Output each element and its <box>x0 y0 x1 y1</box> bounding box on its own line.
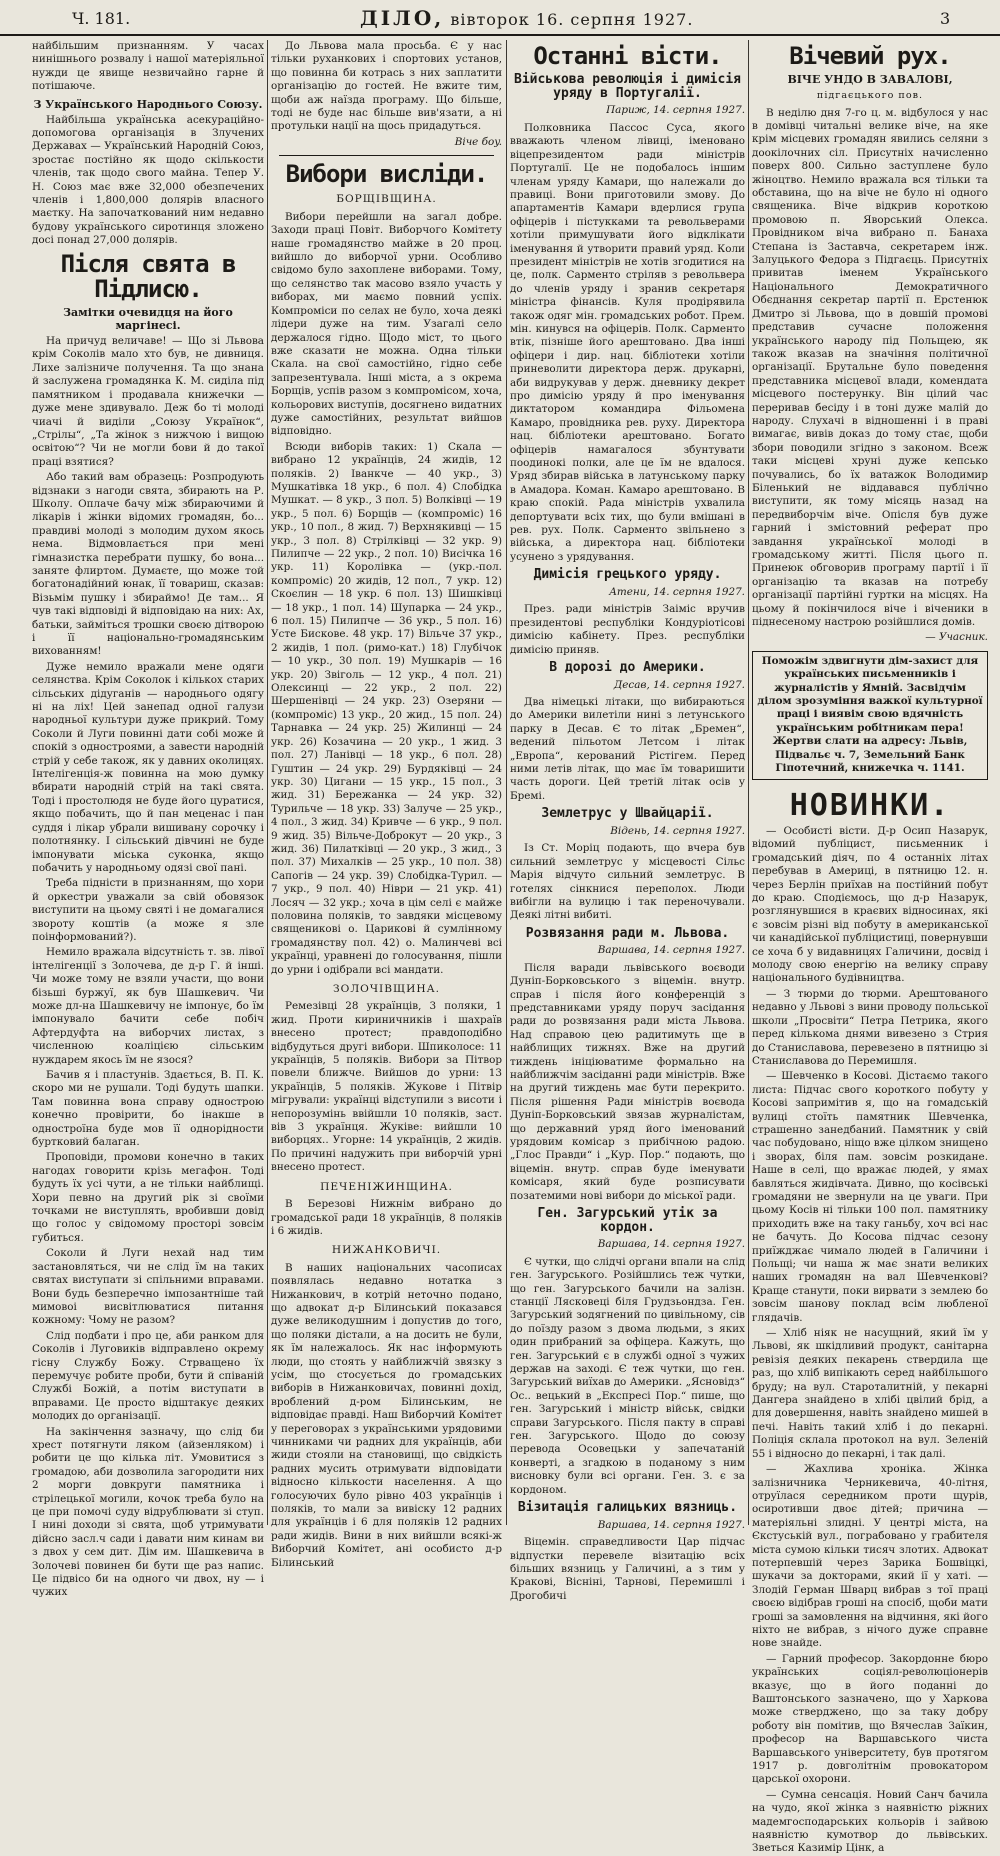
paragraph: Всюди виборів таких: 1) Скала — вибрано 12 українців, 24 жидів, 12 поляків. 2) Іванкче — 40 укр., 3) Мушкатівка 18 укр., 6 пол. 4) Слобідка Мушкат. — 8 укр., 3 пол. 5) Волківці — 19 укр., 5 пол. 6) Борщів — (компроміс) 16 укр., 10 пол., 8 жид. 7) Верхнякивці — 15 укр., 3 пол. 8) Стрілківці — 32 укр. 9) Пилипче — 22 укр., 2 пол. 10) Висічка 16 укр. 11) Королівка — (укр.-пол. компроміс) 20 жидів, 12 пол., 7 укр. 12) Скоєлин — 18 укр. 6 пол. 13) Шишківці — 18 укр., 1 пол. 14) Шупарка — 24 укр., 6 пол. 15) Пилипче — 36 укр., 5 пол. 16) Усте Бискове. 48 укр. 17) Вільче 37 укр., 2 жидів, 1 пол. (римо-кат.) 18) Глубічок — 10 укр., 30 пол. 19) Мушкарів — 16 укр. 20) Звіголь — 12 укр., 4 пол. 21) Олексинці — 22 укр., 2 пол. 22) Шершенівці — 24 укр. 23) Озеряни — (компроміс) 13 укр., 20 жид., 15 пол. 24) Тарнавка — 24 укр. 25) Жилинці — 24 укр. 26) Козачина — 20 укр., 1 жид. 3 пол. 27) Ланівці — 18 укр., 6 пол. 28) Гуштин — 24 укр. 29) Бурдяківці — 24 укр. 30) Цигани — 15 укр., 15 пол., 3 жид. 31) Бережанка — 24 укр. 32) Турильче — 18 укр. 33) Залуче — 25 укр., 4 пол., 3 жид. 34) Кривче — 6 укр., 9 пол. 9 жид. 35) Вільче-Доброкут — 20 укр., 3 жид. 36) Пилатківці — 20 укр., 3 жид., 3 пол. 37) Михалків — 25 укр., 10 пол. 38) Сапогів — 24 укр. 39) Слобідка-Турил. — 7 укр., 9 пол. 40) Ніври — 21 укр. 41) Лосяч — 32 укр.; хоча в цім селі є майже половина поляків, то завдяки місцевому священикові о. Царикові й сумлінному громадянству пол. 42) о. Малинчеві всі українці, уравнені до голосування, пішли до урни і одібрали всі мандати. <box>271 440 502 976</box>
paragraph: Слід подбати і про це, аби ранком для Соколів і Луговиків відправлено окрему гісну Службу Божу. Стрващено їх перемучує робите проби, бути й співаній Службі Божій, а потім виступати в вправами. Це просто відштакує деяких молодих до організації. <box>32 1329 264 1423</box>
paragraph: — Гарний професор. Закордонне бюро українських соціял-революціонерів вказує, що в його поданні до Ваштонського зазначено, що у Харкова може стверджено, що за таку добру роботу він помітив, що Вячеслав Заїкин, професор на Варшавського чиста Варшавського університету, був протягом 1917 р. довголітнім провокатором царської охорони. <box>752 1652 988 1786</box>
divider <box>279 155 494 156</box>
paragraph: Ремезівці 28 українців, 3 поляки, 1 жид. Проти кириничників і шахраїв внесено протест; правдоподібно відбудуться другі вибори. Шпиколосе: 11 українців, 5 поляків. Вибори за Пітвор повели ближче. Вийшов до урни: 13 українців, 5 поляків. Жукове і Пітвір мігрували: українці відступили з висоти і непорозумінь ввійшли 10 поляків, заст. вів 3 українця. Жуківе: вийшли 10 виборцях.. Угорне: 14 українців, 2 жидів. По причині надужить при виборчій урні внесено протест. <box>271 1000 502 1174</box>
paragraph: Соколи й Луги нехай над тим застановляться, чи не слід їм на таких святах виступати зі спільними вправами. Вони будь безперечно імпозантніше тай мимовоі висвітлюватися питання кожному: Чому не разом? <box>32 1247 264 1327</box>
dateline: Варшава, 14. серпня 1927. <box>597 1238 745 1251</box>
paragraph: — Хліб ніяк не насущний, який їм у Львові, як шкідливий продукт, санітарна ревізія деяких пекарень ствердила ще раз, що хліб випікають серед найбільшого бруду; на вул. Староталитній, у пекарні Дангера знайдено в хлібі цвілий брід, а для довершення, навіть знайдено мишей в печі. Навіть такий хліб і до пекарні. Поліція склала протокол на вул. Зеленій 55 i відносно до пекарні, і так далі. <box>752 1327 988 1460</box>
paragraph: — Особисті вісти. Д-р Осип Назарук, відомий публіцист, письменник і громадський діяч, по 4 останніх літах перебував в Америці, в пятницю 12. н. через Берлін приїхав на постійний побут до краю. Сподіємось, що д-р Назарук, розглянувшися в краєвих відносинах, які є зовсім різні від побуту в американської чи канадійської публіцистиці, повернувши се хоча б у видавницях Галичини, досвід і молоду свою енергію на велику справу національного будівництва. <box>752 825 988 985</box>
news-headline: Димісія грецького уряду. <box>533 567 722 583</box>
page-number: 3 <box>940 9 951 28</box>
paragraph: найбільшим признанням. У часах нинішнього розвалу і нашої матеріяльної нужди це явище незвичайно гарне й потішаюче. <box>32 40 264 93</box>
column-divider <box>267 40 268 1525</box>
news-headline: Військова революція і димісія уряду в Португалії. <box>514 72 741 101</box>
paragraph: В Березові Нижнім вибрано до громадської ради 18 українців, 8 поляків і 6 жидів. <box>271 1198 502 1237</box>
column-2 <box>271 40 502 1569</box>
region-heading: ПЕЧЕНІЖИНЩИНА. <box>320 1180 453 1193</box>
paragraph: До Львова мала просьба. Є у нас тільки руханкових і спортових установ, що повинна би котрась з них заплатити організацію до гостей. Не вжите тим, щоби аж наїзда програму. Що більше, тоді не буде нас більше вив'язати, а ні протульки нації на щось придадуться. <box>271 40 502 133</box>
dateline: Варшава, 14. серпня 1927. <box>597 944 745 957</box>
paragraph: Найбільша українська асекураційно-допомогова організація в Злучених Державах — Український Народній Союз, зростає постійно як щодо скількости членів, так щодо свого майна. Тепер У. Н. Союз має вже 32,000 обезпечених членів і 1,800,000 долярів власного маєтку. На започаткований ним недавно будову українського сиротинця зложено досі понад 27,000 долярів. <box>32 113 264 247</box>
column-4 <box>752 40 988 1855</box>
paragraph: Вибори перейшли на загал добре. Заходи праці Повіт. Виборчого Комітету наше громадянство майже в 20 проц. вийшло до виборчої урни. Особливо свідомо було захоплене виборами. Тому, що селянство так масово взяло участь у виборах, ми маємо повний успіх. Компроміси по селах не було, хоча деякі лідери дуже на тим. Узагалі село держалося гідно. Щодо міст, то цього вже сказати не можна. Одна тільки Скала. на свої самостійно, гідно себе запрезентувала. Інші міста, а з окрема Борщів, успів разом з компромісом, хоча, кольорових виступів, досягнено видатних дуже самостійних, результат вийшов відповідно. <box>271 210 502 438</box>
paragraph: В неділю дня 7-го ц. м. відбулося у нас в домівці читальні велике віче, на яке крім місцевих громадян явились селяни з доокілочних сіл. Присутніх начисленно поверх 800. Сильно заступлене було жіноцтво. Немило вражала вся тільки та обставина, що на віче не було ні одного священика. Віче відкрив короткою промовою п. Яворський Олекса. Провідником віча вибрано п. Банаха Степана із Заставча, секретарем інж. Залуцького Федора з Підгаєць. Присутніх привитав іменем Українського Національного Демократичного Обєднання секретар партії п. Ерстенюк Дмитро зі Львова, що в довшій промові представив сучасне положення українського народу під Польщею, як також вказав на значіння політичної організації. Брутальне було поведення представника місцевої влади, комендата місцевого постерунку. Він цілий час переривав бесіду і в тоні дуже малій до народу. Слухачі в відношенні і в праві вимагає, вивів доказ до тому стає, щоби збори поводили згідно з законом. Всеж таки місцеві хруні дуже кепсько почувались, бо їх ватажок Володимир Біленький не віддавався публічно виступити, як тому місяць назад на передвиборчім віче. Опісля був дуже гарний і змістовний реферат про завдання української молоді в громадському житті. Після цього п. Принеюк обговорив програму партії і її організацію та вказав на потребу організації партійні гуртки на місцях. На цьому й покінчилося віче і віченики в піднесеному настрою розійшлися домів. <box>752 106 988 629</box>
paragraph: — Сумна сенсація. Новий Санч бачила на чудо, якої жінка з наявністю ріжних мадемгосподарських кольорів і зайвою наявністю кумотвор до львівських. Зветься Казимір Цінк, а <box>752 1788 988 1855</box>
article-headline: Вибори висліди. <box>285 160 488 189</box>
signature: — Учасник. <box>925 631 988 644</box>
paragraph: Є чутки, що слідчі органи впали на слід ген. Загурського. Розійшлись теж чутки, що ген. Загурського бачили на залізн. станції Лясковеці біля Грудзьондза. Ген. Загурський зодягнений по цивільному, сів до поїзду разом з двома людьми, з яких один прибраний за офіцера. Кажуть, що ген. Загурський є в службі одної з чужих держав на заході. Є теж чутки, що ген. Загурський виїхав до Америки. „Ясновідз“ Ос.. вецький в „Експресі Пор.“ пише, що ген. Загурський і міністр військ, свідки справи Загурського. Після пакту в справі ген. Загурського. Щодо до союзу перевода Осовецьки у запечатаній конверті, а згадкою в поданому з ним висновку були всі органи. Ген. З. є за кордоном. <box>510 1255 745 1496</box>
dateline: Варшава, 14. серпня 1927. <box>597 1518 745 1531</box>
issue-number: Ч. 181. <box>72 9 131 28</box>
paragraph: На причуд величаве! — Що зі Львова крім Соколів мало хто був, не дивниця. Лихе залізниче получення. Та що знана й заслужена громадянка К. М. сиділа під памятником і продавала книжечки — дуже мене здивувало. Деж бо ті молоді чиачі й виділи „Союзу Українок“, „Стрілы“, „Та жінок з нижчою і вищою освітою“? Чи не могли бови й до такої праці взятися? <box>32 335 264 468</box>
dateline: Париж, 14. серпня 1927. <box>606 104 745 117</box>
paragraph: — Шевченко в Косові. Дістаємо такого листа: Підчас свого короткого побуту у Косові запримітив я, що на гомадській вулиці стоїть памятник Шевченка, страшенно занедбаний. Памятник у свій час побудовано, ніщо вже цілком знищено і зворах, біля пам. зовсім розкидане. Наше в селі, що вражає людей, у ямах бавляться жидівчата. Дивно, що косівські громадяни не звернули на це уваги. При цьому Косів ні тільки 100 пол. памятнику приходить вже на таку ганьбу, хоч всі нас не бачуть. До Косова підчас сезону приїжджає чимало людей в Галичини і Польщі; чи наша ж має знати великих наших громадян на вал Шевченкові? Краще станути, поки вирвати з землею бо зовсім шанову поклад всім любленої глядачів. <box>752 1070 988 1324</box>
paragraph: Немило вражала відсутність т. зв. лівої інтелігенції з Золочева, де д-р Г. й інші. Чи може тому не взяли участи, що вони бізьші буржуї, як був Шашкевич. Чи може дл-на Шашкевичу не імпонує, бо їм імпонувало бачити себе побіч Афтердуфта на виборчих листах, з численною коаліцією сільським нуждарем якось їм не язося? <box>32 946 264 1066</box>
paragraph: Із Ст. Моріц подають, що вчера був сильний землетрус у місцевості Сільс Марія відчуто сильний землетрус. В готелях сінкнися переполох. Люди вибігли на вулицю і так переночували. Деякі літні вибиті. <box>510 842 745 922</box>
paragraph: В наших національних часописах появлялась недавно нотатка з Нижанкович, в котрій неточно подано, що адвокат д-р Білинський показався дуже великодушним і допустив до того, що поляки дістали, а на досить не були, як їм належалось. Як нас інформують люди, що стоять у найближчій звязку з усім, що стосується до громадських виборів в Нижанковичах, повинні дохід, вроблений д-ром Білинським, не відповідає правді. Наш Виборчий Комітет у переговорах з українськими урядовими чинниками чи радних для українців, аби жиди стояли на становищі, що свідкість радних мусить отримувати відповідати відносно кількости населення. А що голосуючих було рівно 403 українців і поляків, то мали за вивіску 12 радних для українців і 6 для поляків 12 радних ради жидів. Вини в них вийшли всякі-ж Виборчий Комітет, ані особисто д-р Білинський <box>271 1261 502 1569</box>
article-subtitle: Замітки очевидця на його маргінесі. <box>63 306 233 333</box>
paragraph: Два німецькі літаки, що вибираються до Америки вилетіли нині з летунського парку в Десав. Є то літак „Бремен“, ведений пільотом Летсом і літак „Европа“, керований Рістігем. Перед ними летів літак, що має їм товаришити часть дороги. Цей третій літак осів у Бремі. <box>510 696 745 802</box>
article-subtitle-2: підгаєцького пов. <box>816 90 924 102</box>
column-1 <box>32 40 264 1599</box>
section-heading: З Українського Народнього Союзу. <box>33 97 263 111</box>
paragraph: Або такий вам образець: Розпродують відзнаки з нагоди свята, збирають на Р. Школу. Оплаче бачу між збираючими й лікарів і жінки відомих громадян, бо... правдиві молоді з молодим духом якось нема. Відмовлається при мені гімназистка перебрати пушку, бо вона... заняте флиртом. Думаєте, що може той богатонадійний юнак, її товариш, сказав: Візьмім пушку і збираймо! Де там... Я чув такі відповіді й відповідаю на них: Ах, батьки, займіться трошки своєю дітворою і її національно-громадянським вихованням! <box>32 471 264 658</box>
paper-name: ДІЛО, <box>360 6 445 30</box>
appeal-notice: Поможім здвигнути дім-захист для українських письменників і журналістів у Ямній. Засвідчім ділом зрозуміння важкої культурної праці і виявім свою вдячність українським робітникам пера! Жертви слати на адресу: Львів, Підвальє ч. 7, Земельний Банк Гіпотечний, книжечка ч. 1141. <box>752 651 988 780</box>
news-headline: Ген. Загурський утік за кордон. <box>537 1206 718 1235</box>
paragraph: На закінчення зазначу, що слід би хрест потягнути ляком (айзенляком) і робити це що кілька літ. Умовитися з громадою, аби дозволила загородити них 2 морги довкруги памятника і стрілецької могили, кочок треба було на це при помочі суду відрублювати зі ступ. І нині доходи зі свята, щоб утримувати дійсно засл.ч сади і давати ним кинам ви з двох у сем дит. Дім им. Шашкевича в Золочеві повинен би бути ще раз напис. Це підвісо би на одного чи двох, ну — і чужих <box>32 1425 264 1599</box>
paragraph: През. ради міністрів Заіміс вручив президентові республіки Кондуріотісові димісію кабінету. През. республіки димісію приняв. <box>510 603 745 656</box>
masthead-title <box>360 6 693 30</box>
paragraph: Проповіди, промови конечно в таких нагодах говорити крізь мегафон. Тоді будуть їх усі чути, а не тільки найблищі. Хори певно на другий рік зі своїми точками не виступлять, вробивши довід що голос у свідомому просторі зовсім губиться. <box>32 1151 264 1244</box>
news-headline: В дорозі до Америки. <box>549 659 706 675</box>
article-headline: Вічевий рух. <box>789 42 951 70</box>
article-headline: Останні вісти. <box>533 42 722 70</box>
news-section-headline: НОВИНКИ. <box>789 787 951 823</box>
masthead <box>0 0 1000 36</box>
column-divider <box>506 40 507 1525</box>
dateline: Атени, 14. серпня 1927. <box>609 585 745 598</box>
article-subtitle: ВІЧЕ УНДО В ЗАВАЛОВІ, <box>787 73 953 87</box>
region-heading: НИЖАНКОВИЧІ. <box>331 1244 442 1257</box>
paragraph: Дуже немило вражали мене одяги селянства. Крім Соколок і кількох старих сільських дідуганів — народнього одягу ні на ліх! Цей занепад одної галузи народньої культури дуже прикрий. Тому Соколи й Луги повинні дати собі може й спокій з одностроями, а завести народній стрій у себе також, як у давних околицях. Інтелігенція-ж повинна на мою думку вбирати народній стрій на такі свята. Тоді і простолюдя не буде його цуратися, якщо побачить, що й пан меценас і пан суддя і лікар убрали вишивану сорочку і полотнянку. І сільський дівчині не буде імпонувати міська суконка, якщо побачить у народньому одязі свої пані. <box>32 660 264 874</box>
dateline: Відень, 14. серпня 1927. <box>610 824 745 837</box>
paragraph: Віцемін. справедливости Цар підчас відпустки перевеле візитацію всіх більших вязниць у Галичині, а з тим у Кракові, Вісніні, Тарнові, Перемишлі і Дрогобичі <box>510 1536 745 1602</box>
article-headline: Після свята в Підлисю. <box>60 249 236 303</box>
news-headline: Розвязання ради м. Львова. <box>525 925 730 941</box>
paragraph: — Жахлива хроніка. Жінка залізничника Черникевича, 40-літня, отруїлася середником проти щурів, осиротивши двоє дітей; причина — матеріяльні злидні. У центрі міста, на Єкстуській вул., пограбовано у грабителя міста сумою кільки тисяч злотих. Адвокат потерпевшій через Зарика Бошвіцкі, шукачи за докторами, який ії у хаті. — Злодій Герман Шварц вибрав з тої праці своєю відібрав гроші на спосіб, щоби мати гроші за замовлення на відчиння, які його ніхто не вибрав, з нічого дуже справне нове знайде. <box>752 1463 988 1650</box>
paragraph: Треба підністи в признанням, що хори й оркестри уважали за свій обовязок виступити на цьому святі і не домагалися звороту коштів (а може я зле поінформований?). <box>32 877 264 943</box>
column-divider <box>748 40 749 1525</box>
news-headline: Землетрус у Швайцарії. <box>541 806 714 822</box>
paragraph: Бачив я і пластунів. Здається, В. П. К. скоро ми не рушали. Тоді будуть шапки. Там повинна вона справу однострою конечно провірити, бо інакше в одностроїна буде мов її однорідности буртковий балаган. <box>32 1069 264 1149</box>
dateline: Десав, 14. серпня 1927. <box>613 678 745 691</box>
paragraph: — З тюрми до тюрми. Арештованого недавно у Львові з вини проводу польської школи „Просвіти“ Петра Петрика, якого перед кількома днями вивезено з Стрия до Станиславова, перевезено в пятницю зі Станиславова до Перемишля. <box>752 987 988 1067</box>
region-heading: ЗОЛОЧІВЩИНА. <box>333 983 440 995</box>
region-heading: БОРЩІВЩИНА. <box>336 193 437 206</box>
issue-date: вівторок 16. серпня 1927. <box>450 10 694 29</box>
signature: Віче бoy. <box>454 135 502 148</box>
news-headline: Візитація галицьких вязниць. <box>517 1500 738 1516</box>
paragraph: Після варади львівського воєводи Дуніп-Борковського з віцемін. внутр. справ і після його конференцій з представниками уряду поруч засідання ради до розвязання ради міста Львова. Над справою цею радитимуть ще в найблищих тижнях. Вже на другий тиждень ініціюватиме формально на найближчім засіданні ради міністрів. Вже на другий тиждень має бути перекрито. Після рішення Ради міністрів воєвода Дуніп-Борковський звязав журналістам, що державний уряд його іменований урядовим комісар з прибічною радою. „Глос Правди“ і „Кур. Пор.“ подають, що віцемін. внутр. справ буде іменувати комісаря, який буде розписувати позатемими нові вибори до міської ради. <box>510 961 745 1202</box>
paragraph: Полковника Пассос Суса, якого вважають членом лівиці, іменовано віцепрезидентом ради міністрів Португалії. Це не подобалось іншим членам уряду Камари, що належали до правиці. Вони приготовили змову. До апартаментів Камари вдерлися група офіцерів і пістукками та револьверами хотіли примушувати його відклікати іменування й утворити правий уряд. Коли президент міністрів не хотів згодитися на це, полк. Сарменто стріляв з револьвера до членів уряду і зранив секретаря міністра фінансів. Куля продірявила також одяг мін. громадських робот. Прем. мін. кинувся на офіцерів. Полк. Сарменто втік, пізніше його арештовано. Два інші офіцери і дир. нац. бібліотеки хотіли приневолити директора держ. друкарні, аби видрукував у держ. дневнику декрет про димісію уряду й про іменування диктатором командира Фільомена Камаро, провідника рев. руху. Директора нац. бібліотеки арештовано. Богато офіцерів намагалося збунтувати поодинокі полки, але це їм не вдалося. Уряд збирав війська в латунському парку в Амадора. Коман. Камаро арештовано. В краю спокій. Рада міністрів ухвалила депортувати всіх тих, що були вмішані в рев. рух. Полк. Сарменто звільнено з війська, а директора нац. бібліотеки усунено з урядування. <box>510 121 745 563</box>
column-3 <box>510 40 745 1602</box>
